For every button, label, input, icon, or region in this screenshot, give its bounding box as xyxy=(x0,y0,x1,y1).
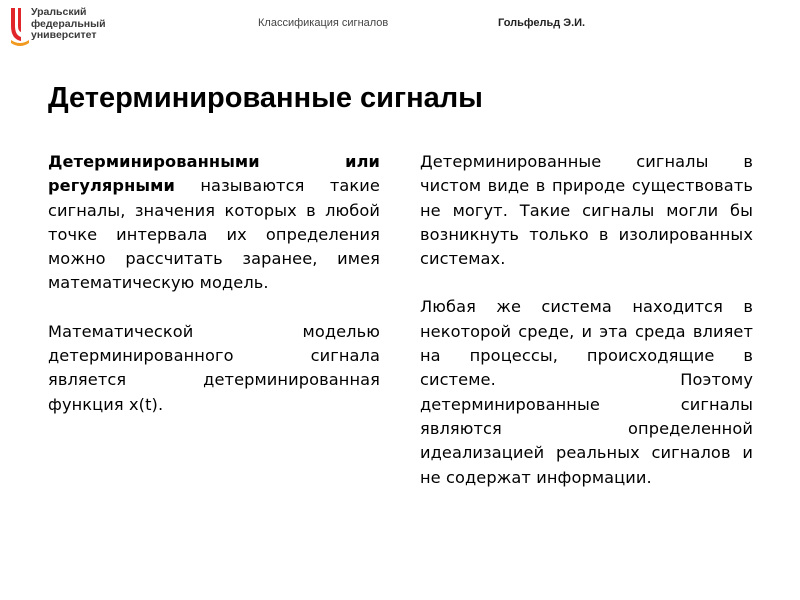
bold-term-2: или регулярными xyxy=(48,152,380,196)
definition-text: называются такие сигналы, значения которых в любой точке интервала их определения можно рассчитать заранее, имея математическую модель. xyxy=(48,176,380,293)
nature-paragraph: Детерминированные сигналы в чистом виде в природе существовать не могут. Такие сигналы могли бы возникнуть только в изолированных системах. xyxy=(420,152,753,269)
slide-header xyxy=(0,0,800,55)
right-column xyxy=(420,150,753,514)
logo-line-1: Уральский xyxy=(31,6,87,18)
logo-text xyxy=(31,7,106,42)
author-name: Гольфельд Э.И. xyxy=(498,17,586,29)
model-paragraph: Математической моделью детерминированного сигнала является детерминированная функция x(t). xyxy=(48,321,380,414)
slide-title: Детерминированные сигналы xyxy=(48,82,483,114)
environment-paragraph: Любая же система находится в некоторой среде, и эта среда влияет на процессы, происходящие в системе. Поэтому детерминированные сигналы являются определенной идеализацией реальных сигналов и не содержат информации. xyxy=(420,297,753,487)
logo-line-2: федеральный xyxy=(31,17,106,30)
urfu-logo-icon xyxy=(8,6,30,46)
bold-term-1: Детерминированными xyxy=(48,152,260,171)
logo-line-3: университет xyxy=(31,29,97,41)
left-column xyxy=(48,150,380,441)
university-logo xyxy=(8,6,138,46)
definition-paragraph xyxy=(48,150,380,296)
course-title: Классификация сигналов xyxy=(258,17,389,29)
